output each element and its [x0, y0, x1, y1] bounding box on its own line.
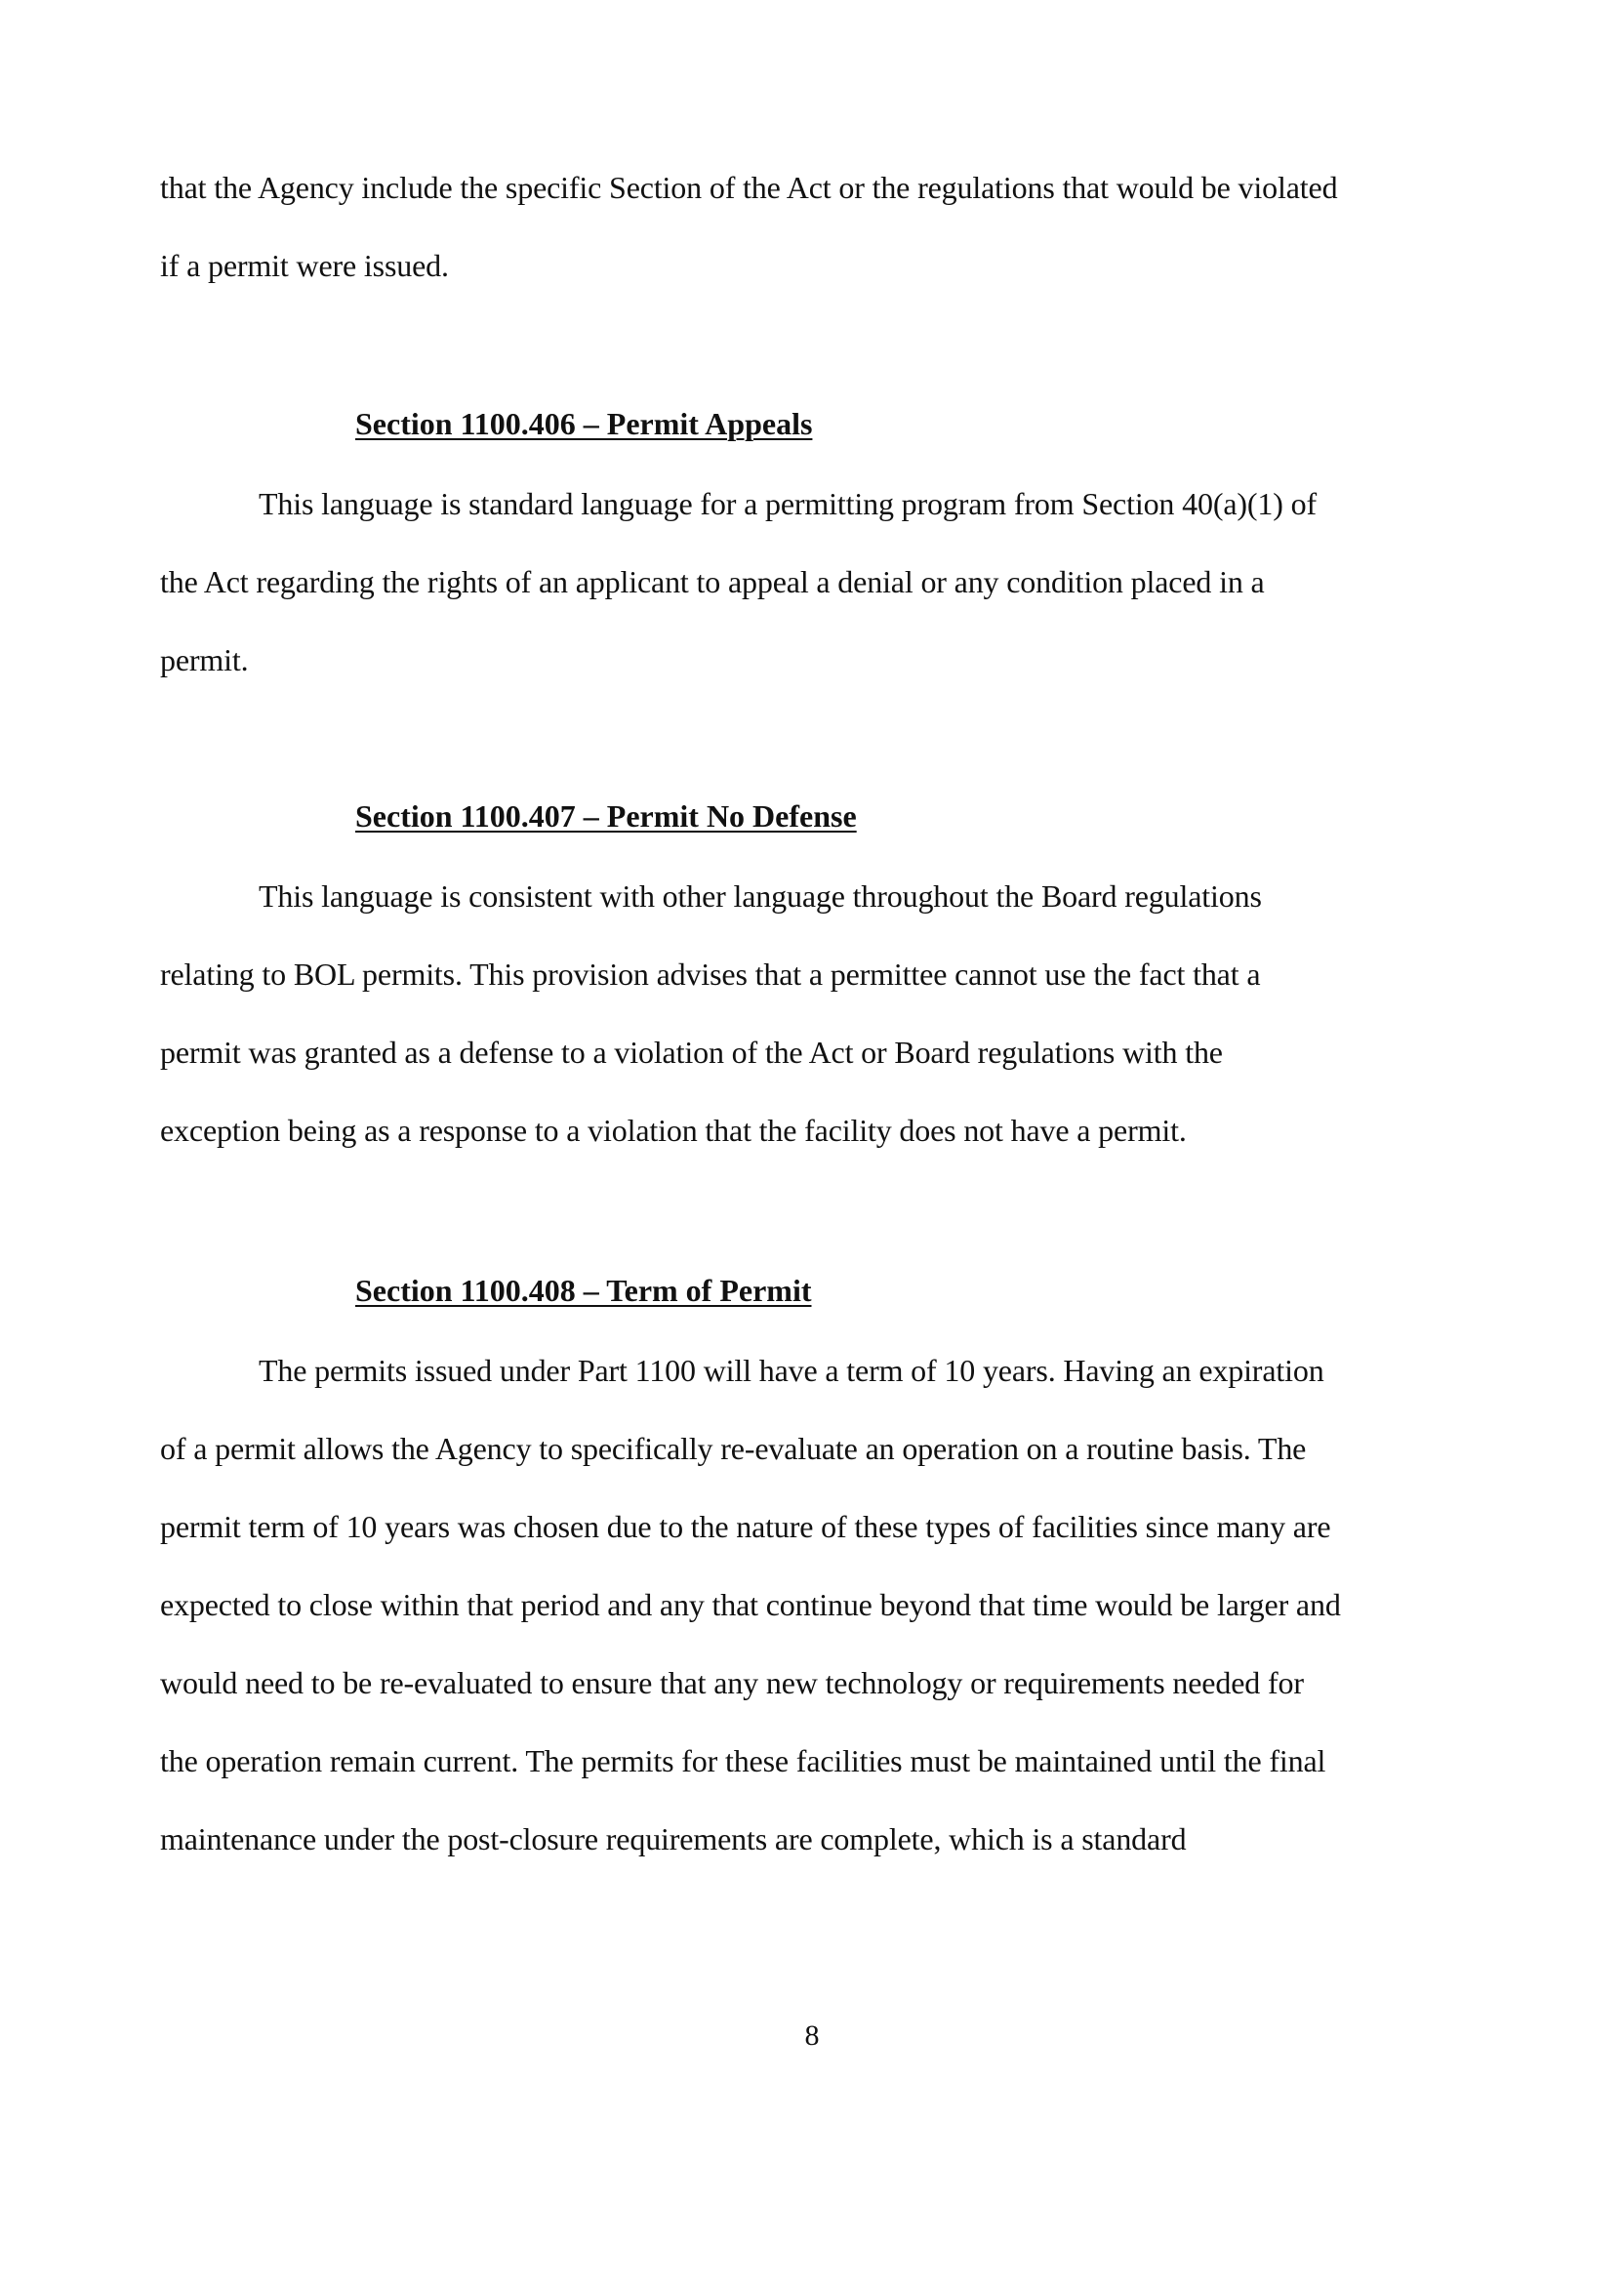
section-407-line-1: This language is consistent with other language throughout the Board regulations [259, 878, 1262, 914]
section-406-line-2: the Act regarding the rights of an applicant to appeal a denial or any condition placed in a [160, 564, 1265, 599]
section-408-line-6: the operation remain current. The permits for these facilities must be maintained until the final [160, 1743, 1326, 1778]
section-408-line-4: expected to close within that period and any that continue beyond that time would be larger and [160, 1587, 1341, 1622]
section-407-line-4: exception being as a response to a violation that the facility does not have a permit. [160, 1113, 1187, 1148]
intro-line-1: that the Agency include the specific Section of the Act or the regulations that would be violated [160, 170, 1338, 205]
section-heading-407: Section 1100.407 – Permit No Defense [355, 798, 857, 834]
section-407-line-2: relating to BOL permits. This provision advises that a permittee cannot use the fact that a [160, 957, 1261, 992]
section-406-line-1: This language is standard language for a permitting program from Section 40(a)(1) of [259, 486, 1317, 521]
section-heading-406: Section 1100.406 – Permit Appeals [355, 406, 813, 441]
section-407-line-3: permit was granted as a defense to a violation of the Act or Board regulations with the [160, 1035, 1223, 1070]
section-406-line-3: permit. [160, 642, 249, 677]
section-heading-408: Section 1100.408 – Term of Permit [355, 1273, 812, 1308]
section-408-line-2: of a permit allows the Agency to specifically re-evaluate an operation on a routine basis. The [160, 1431, 1307, 1466]
section-408-line-5: would need to be re-evaluated to ensure that any new technology or requirements needed for [160, 1665, 1304, 1700]
section-408-line-1: The permits issued under Part 1100 will have a term of 10 years. Having an expiration [259, 1353, 1324, 1388]
section-408-line-7: maintenance under the post-closure requirements are complete, which is a standard [160, 1821, 1187, 1856]
page-number: 8 [804, 2019, 820, 2052]
section-408-line-3: permit term of 10 years was chosen due to the nature of these types of facilities since many are [160, 1509, 1331, 1544]
intro-line-2: if a permit were issued. [160, 248, 449, 283]
